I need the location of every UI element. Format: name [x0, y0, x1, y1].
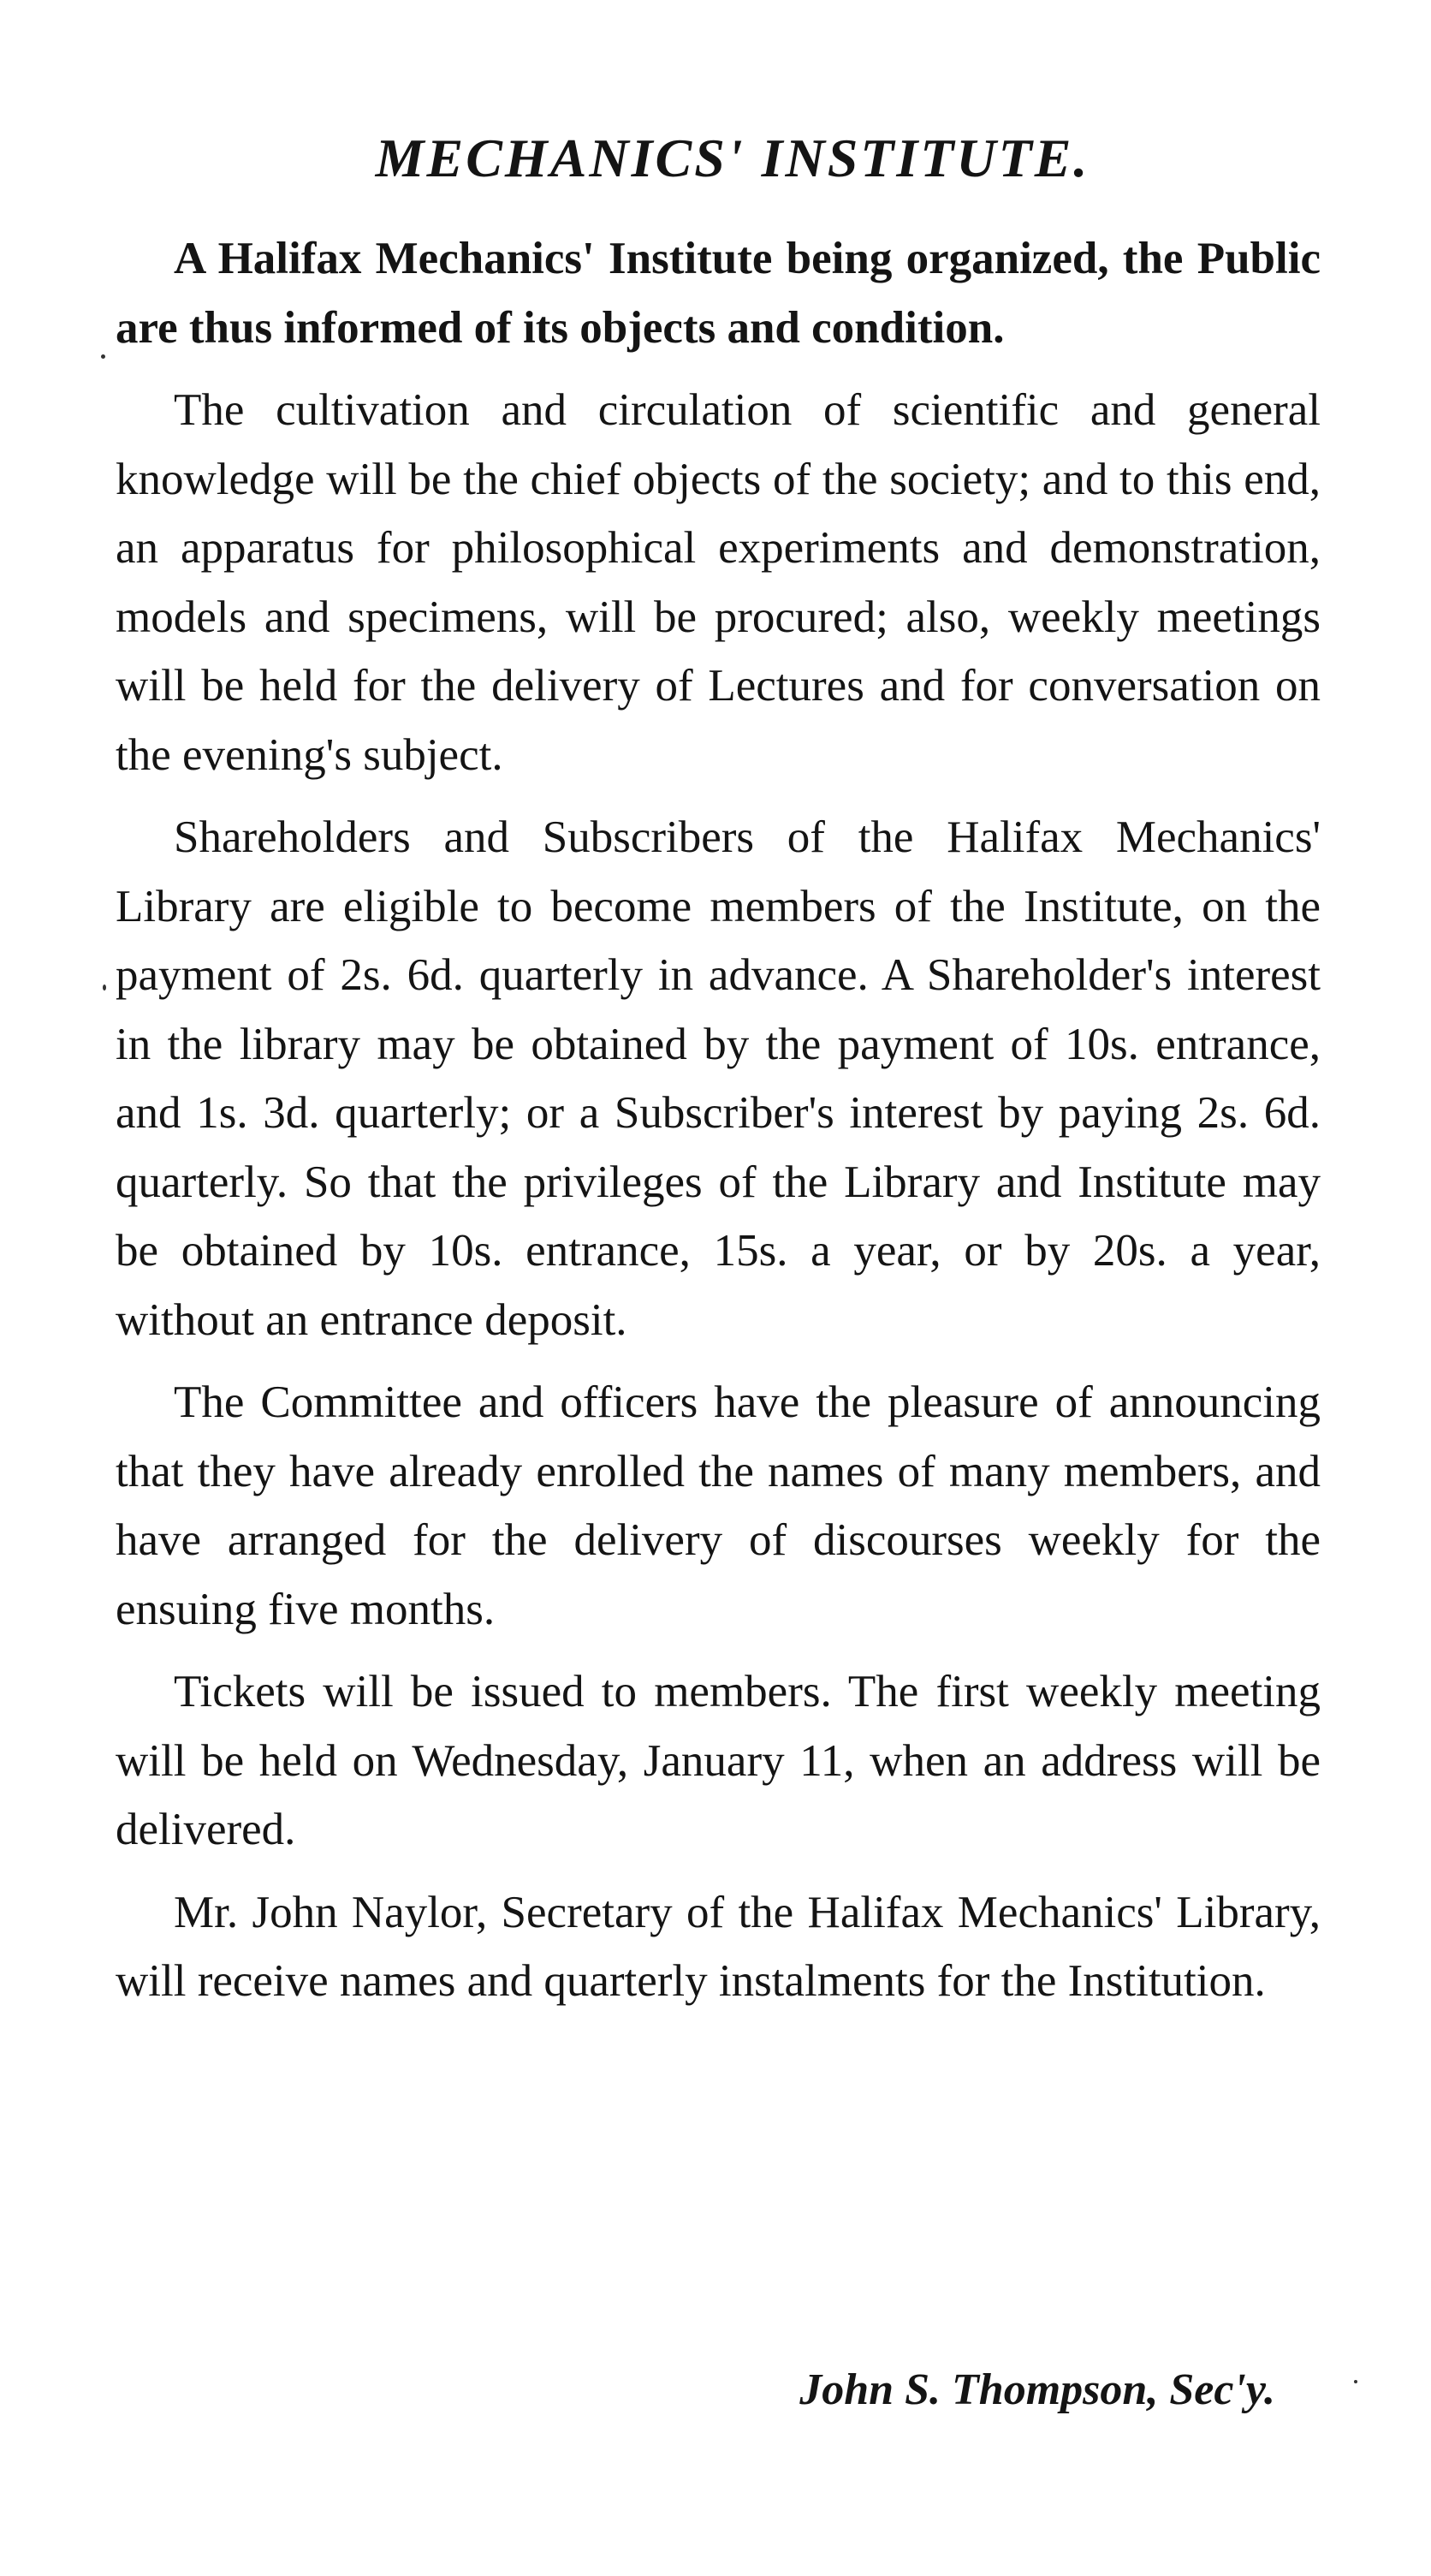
print-speck: [101, 354, 105, 359]
paragraph-objects: The cultivation and circulation of scientific and general knowledge will be the chief objects of the society; and to this end, an apparatus for philosophical experiments and demonstration, models and specimens, will be procured; also, weekly meetings will be held for the delivery of Lectures and for conversation on the evening's subject.: [116, 385, 1321, 780]
paragraph-secretary: Mr. John Naylor, Secretary of the Halifax Mechanics' Library, will receive names and quarterly instalments for the Institution.: [116, 1887, 1321, 2006]
print-speck: [103, 985, 106, 991]
print-speck: [1354, 2380, 1357, 2383]
document-title: MECHANICS' INSTITUTE.: [375, 128, 1090, 188]
paragraph-committee: The Committee and officers have the pleasure of announcing that they have already enrolled the names of many members, and have arranged for the delivery of discourses weekly for the ensuing five months.: [116, 1377, 1321, 1634]
paragraph-tickets: Tickets will be issued to members. The first weekly meeting will be held on Wednesday, January 11, when an address will be delivered.: [116, 1667, 1321, 1854]
paragraph-announcement: A Halifax Mechanics' Institute being organized, the Public are thus informed of its objects and condition.: [116, 234, 1321, 353]
paragraph-membership-fees: Shareholders and Subscribers of the Halifax Mechanics' Library are eligible to become members of the Institute, on the payment of 2s. 6d. quarterly in advance. A Shareholder's interest in the library may be obtained by the payment of 10s. entrance, and 1s. 3d. quarterly; or a Subscriber's interest by paying 2s. 6d. quarterly. So that the privileges of the Library and Institute may be obtained by 10s. entrance, 15s. a year, or by 20s. a year, without an entrance deposit.: [116, 812, 1321, 1345]
document-body: [116, 224, 1321, 2030]
signature: John S. Thompson, Sec'y.: [799, 2365, 1275, 2414]
